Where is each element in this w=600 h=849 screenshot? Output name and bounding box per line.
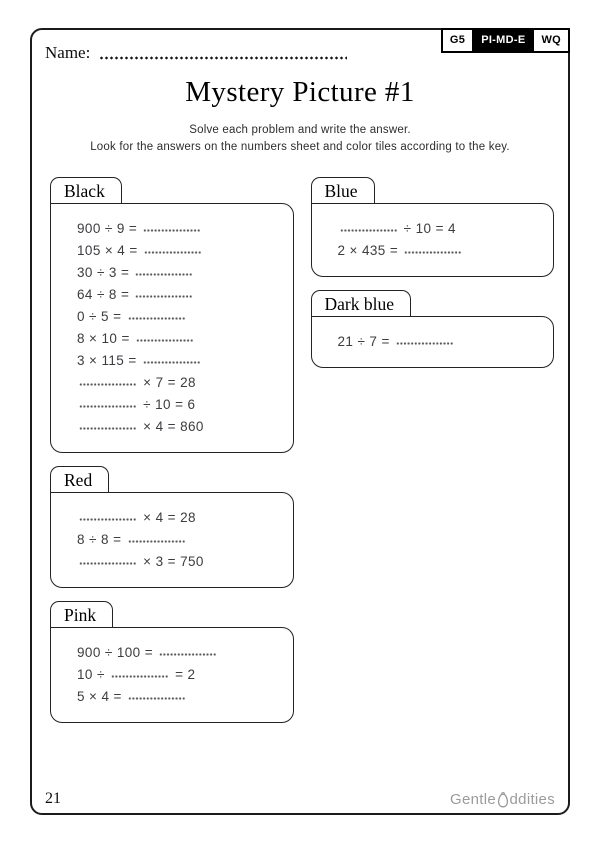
math-problem: ÷ 10 = 4 xyxy=(338,218,546,240)
math-problem: × 7 = 28 xyxy=(77,372,285,394)
math-problem: 3 × 115 = xyxy=(77,350,285,372)
answer-blank[interactable] xyxy=(79,561,137,566)
math-problem: 8 × 10 = xyxy=(77,328,285,350)
grade-badge: G5 xyxy=(441,28,474,53)
math-problem: × 4 = 860 xyxy=(77,416,285,438)
instructions xyxy=(32,122,568,155)
answer-blank[interactable] xyxy=(404,250,462,255)
math-problem: 10 ÷ = 2 xyxy=(77,667,196,683)
worksheet-page xyxy=(30,28,570,815)
page-footer xyxy=(32,790,568,808)
answer-blank[interactable] xyxy=(136,338,194,343)
answer-blank[interactable] xyxy=(79,382,137,387)
answer-blank[interactable] xyxy=(159,652,217,657)
math-problem: ÷ 10 = 6 xyxy=(77,394,285,416)
section-body xyxy=(311,316,555,368)
answer-blank[interactable] xyxy=(111,674,169,679)
instructions-line1: Solve each problem and write the answer. xyxy=(189,124,411,136)
section-tab: Black xyxy=(50,177,122,203)
answer-blank[interactable] xyxy=(135,294,193,299)
color-section-pink xyxy=(50,601,294,723)
answer-blank[interactable] xyxy=(143,228,201,233)
code-badges xyxy=(443,28,570,53)
answer-blank[interactable] xyxy=(128,696,186,701)
answer-blank[interactable] xyxy=(128,316,186,321)
math-problem: × 3 = 750 xyxy=(77,551,285,573)
section-tab: Dark blue xyxy=(311,290,412,316)
math-problem: 105 × 4 = xyxy=(77,240,285,262)
math-problem: 8 ÷ 8 = xyxy=(77,529,285,551)
math-problem: 900 ÷ 9 = xyxy=(77,218,285,240)
name-label: Name: xyxy=(45,43,91,62)
color-section-blue xyxy=(311,177,555,277)
brand-text-ddities: ddities xyxy=(509,791,555,808)
answer-blank[interactable] xyxy=(79,404,137,409)
color-section-red xyxy=(50,466,294,588)
answer-blank[interactable] xyxy=(79,426,137,431)
math-problem: 2 × 435 = xyxy=(338,240,546,262)
page-title: Mystery Picture #1 xyxy=(185,76,415,108)
instructions-line2: Look for the answers on the numbers sheet and color tiles according to the key. xyxy=(90,140,510,153)
topic-badge: PI-MD-E xyxy=(472,28,534,53)
page-number: 21 xyxy=(45,790,61,807)
section-body xyxy=(50,627,294,723)
section-tab: Blue xyxy=(311,177,375,203)
sections-area xyxy=(32,177,568,736)
answer-blank[interactable] xyxy=(340,228,398,233)
math-problem: × 4 = 28 xyxy=(77,507,285,529)
answer-blank[interactable] xyxy=(144,250,202,255)
egg-o-icon xyxy=(497,791,509,808)
section-tab: Red xyxy=(50,466,109,492)
right-column xyxy=(311,177,555,736)
answer-blank[interactable] xyxy=(143,360,201,365)
section-body xyxy=(311,203,555,277)
math-problem: 64 ÷ 8 = xyxy=(77,284,285,306)
section-body xyxy=(50,492,294,588)
math-problem: 900 ÷ 100 = xyxy=(77,642,285,664)
section-body xyxy=(50,203,294,453)
answer-blank[interactable] xyxy=(135,272,193,277)
name-blank-line[interactable] xyxy=(99,55,347,61)
answer-blank[interactable] xyxy=(396,341,454,346)
left-column xyxy=(50,177,294,736)
math-problem: 0 ÷ 5 = xyxy=(77,306,285,328)
math-problem: 30 ÷ 3 = xyxy=(77,262,285,284)
answer-blank[interactable] xyxy=(128,539,186,544)
color-section-dark-blue xyxy=(311,290,555,368)
color-section-black xyxy=(50,177,294,453)
brand-logo xyxy=(450,791,555,808)
answer-blank[interactable] xyxy=(79,517,137,522)
math-problem: 5 × 4 = xyxy=(77,686,285,708)
math-problem: 21 ÷ 7 = xyxy=(338,331,546,353)
brand-text-gentle: Gentle xyxy=(450,791,497,808)
type-badge: WQ xyxy=(532,28,570,53)
section-tab: Pink xyxy=(50,601,113,627)
